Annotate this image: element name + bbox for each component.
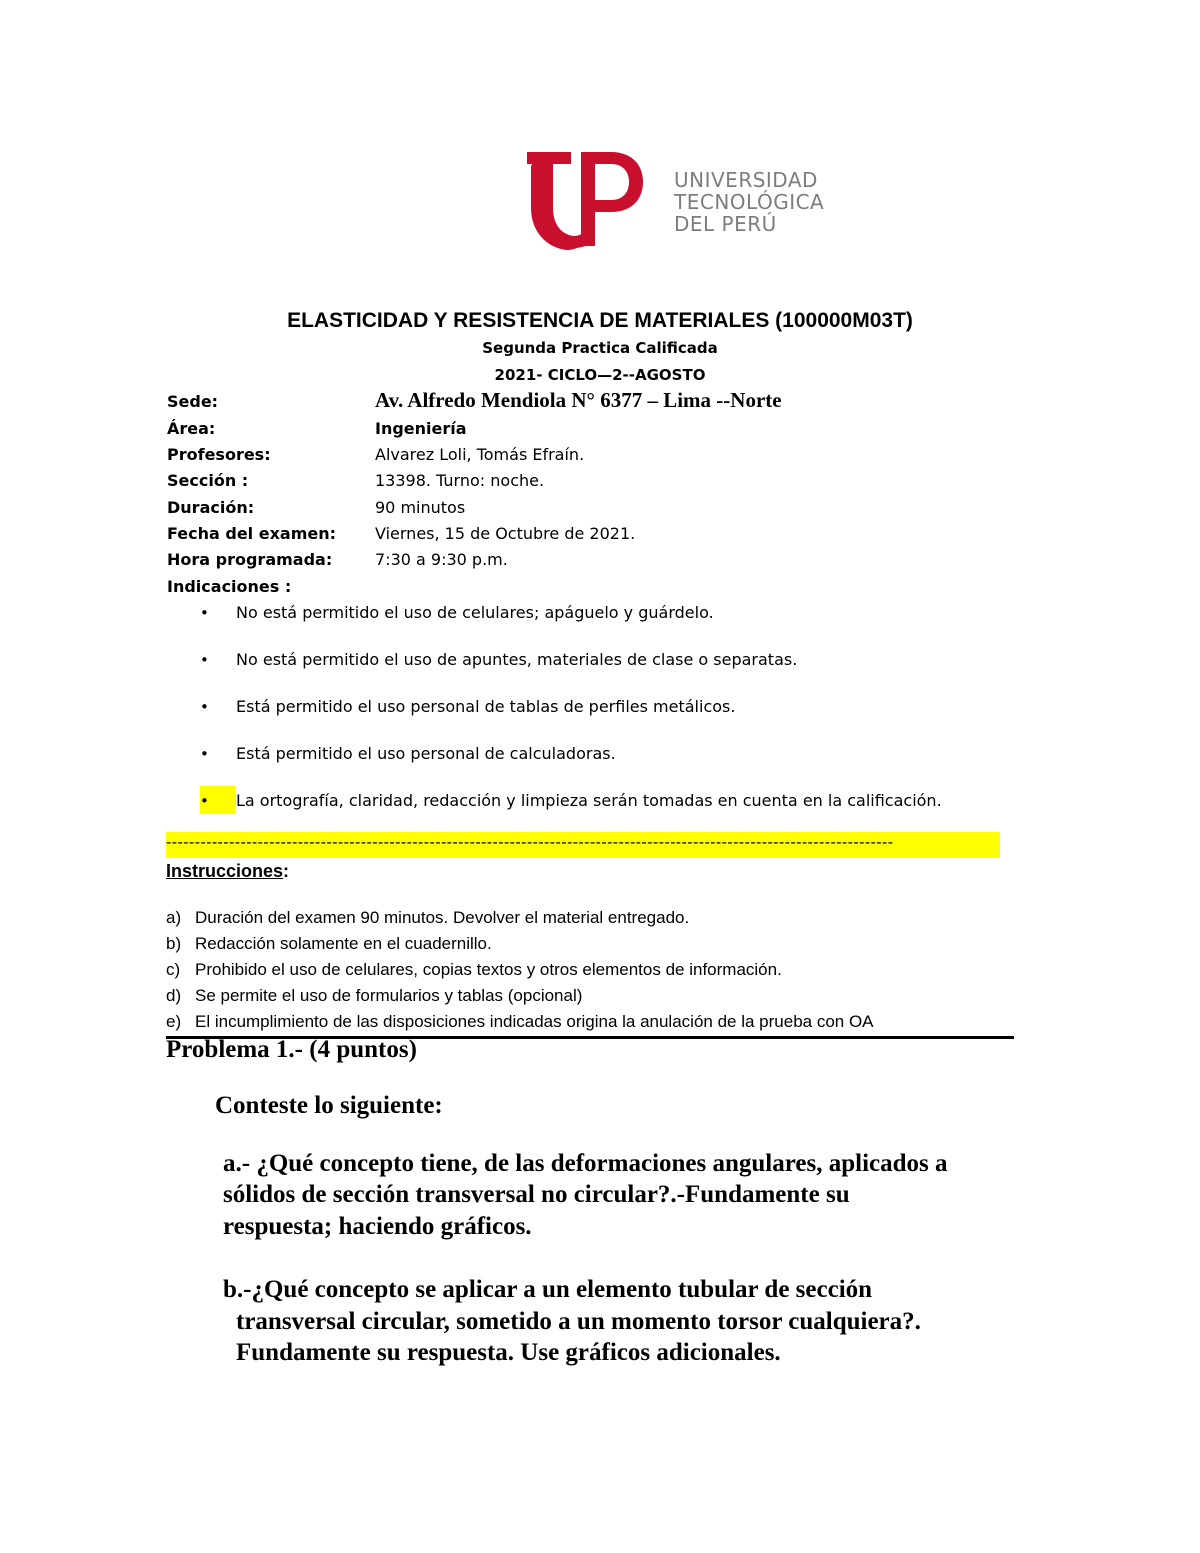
bullet: •: [200, 745, 209, 763]
instruccion-text-e: El incumplimiento de las disposiciones indicadas origina la anulación de la prueba con OA: [195, 1012, 874, 1031]
exam-cycle: 2021- CICLO—2--AGOSTO: [494, 366, 706, 384]
exam-title: ELASTICIDAD Y RESISTENCIA DE MATERIALES (100000M03T): [287, 309, 913, 332]
question-b-line-3: Fundamente su respuesta. Use gráficos adicionales.: [236, 1339, 781, 1366]
bullet: •: [200, 604, 209, 622]
detail-value-profesores: Alvarez Loli, Tomás Efraín.: [375, 445, 585, 464]
bullet: •: [200, 651, 209, 669]
instrucciones-heading: [166, 861, 289, 882]
detail-value-fecha: [375, 524, 635, 543]
indicacion-item-4: Está permitido el uso personal de calculadoras.: [236, 744, 616, 763]
detail-label-area: Área:: [167, 419, 216, 438]
university-name-line-3: DEL PERÚ: [674, 212, 777, 236]
detail-label-fecha: Fecha del examen:: [167, 524, 337, 543]
indicacion-item-2: No está permitido el uso de apuntes, materiales de clase o separatas.: [236, 650, 798, 669]
instruccion-letter-a: a): [166, 908, 182, 927]
indicacion-item-3: Está permitido el uso personal de tablas de perfiles metálicos.: [236, 697, 736, 716]
detail-label-seccion: Sección :: [167, 471, 249, 490]
question-a-line-3: respuesta; haciendo gráficos.: [223, 1213, 532, 1240]
indicacion-item-5: La ortografía, claridad, redacción y limpieza serán tomadas en cuenta en la calificación.: [236, 791, 942, 810]
instruccion-letter-c: c): [166, 960, 181, 979]
question-b-line-2: transversal circular, sometido a un momento torsor cualquiera?.: [236, 1308, 921, 1335]
question-a-line-2: sólidos de sección transversal no circular?.-Fundamente su: [223, 1181, 850, 1208]
detail-label-duracion: Duración:: [167, 498, 255, 517]
bullet: •: [200, 698, 209, 716]
question-b-line-1: b.-¿Qué concepto se aplicar a un elemento tubular de sección: [223, 1276, 873, 1303]
detail-value-seccion: 13398. Turno: noche.: [375, 471, 545, 490]
detail-value-duracion: 90 minutos: [375, 498, 466, 517]
instrucciones-colon: :: [283, 861, 290, 881]
instruccion-text-c: Prohibido el uso de celulares, copias textos y otros elementos de información.: [195, 960, 782, 979]
instruccion-letter-b: b): [166, 934, 182, 953]
highlighted-divider: [166, 832, 1000, 858]
utp-logo-icon: [527, 150, 647, 254]
detail-value-area: Ingeniería: [375, 419, 467, 438]
detail-value-fecha-text: Viernes, 15 de Octubre de 2021.: [375, 524, 636, 543]
problem-prompt: Conteste lo siguiente:: [215, 1092, 443, 1119]
university-name-line-1: UNIVERSIDAD: [674, 168, 818, 192]
bullet: •: [200, 792, 209, 810]
problem-title: Problema 1.- (4 puntos): [166, 1036, 417, 1063]
exam-subtitle: Segunda Practica Calificada: [482, 339, 718, 357]
instruccion-text-a: Duración del examen 90 minutos. Devolver el material entregado.: [195, 908, 690, 927]
detail-value-hora: 7:30 a 9:30 p.m.: [375, 550, 508, 569]
instruccion-text-d: Se permite el uso de formularios y tablas (opcional): [195, 986, 583, 1005]
detail-label-profesores: Profesores:: [167, 445, 271, 464]
detail-label-sede: Sede:: [167, 392, 219, 411]
instruccion-letter-d: d): [166, 986, 182, 1005]
instruccion-text-b: Redacción solamente en el cuadernillo.: [195, 934, 492, 953]
divider-dashes: -------------------------------------------------------------------------------------------------------------------------------: [166, 834, 894, 851]
university-name-line-2: TECNOLÓGICA: [674, 190, 825, 214]
question-a-line-1: a.- ¿Qué concepto tiene, de las deformaciones angulares, aplicados a: [223, 1150, 948, 1177]
instruccion-letter-e: e): [166, 1012, 182, 1031]
instrucciones-heading-text: Instrucciones: [166, 861, 284, 881]
indicaciones-label: Indicaciones :: [167, 577, 292, 596]
detail-value-sede: Av. Alfredo Mendiola N° 6377 – Lima --Norte: [375, 388, 782, 412]
detail-label-hora: Hora programada:: [167, 550, 333, 569]
indicacion-item-1: No está permitido el uso de celulares; apáguelo y guárdelo.: [236, 603, 714, 622]
